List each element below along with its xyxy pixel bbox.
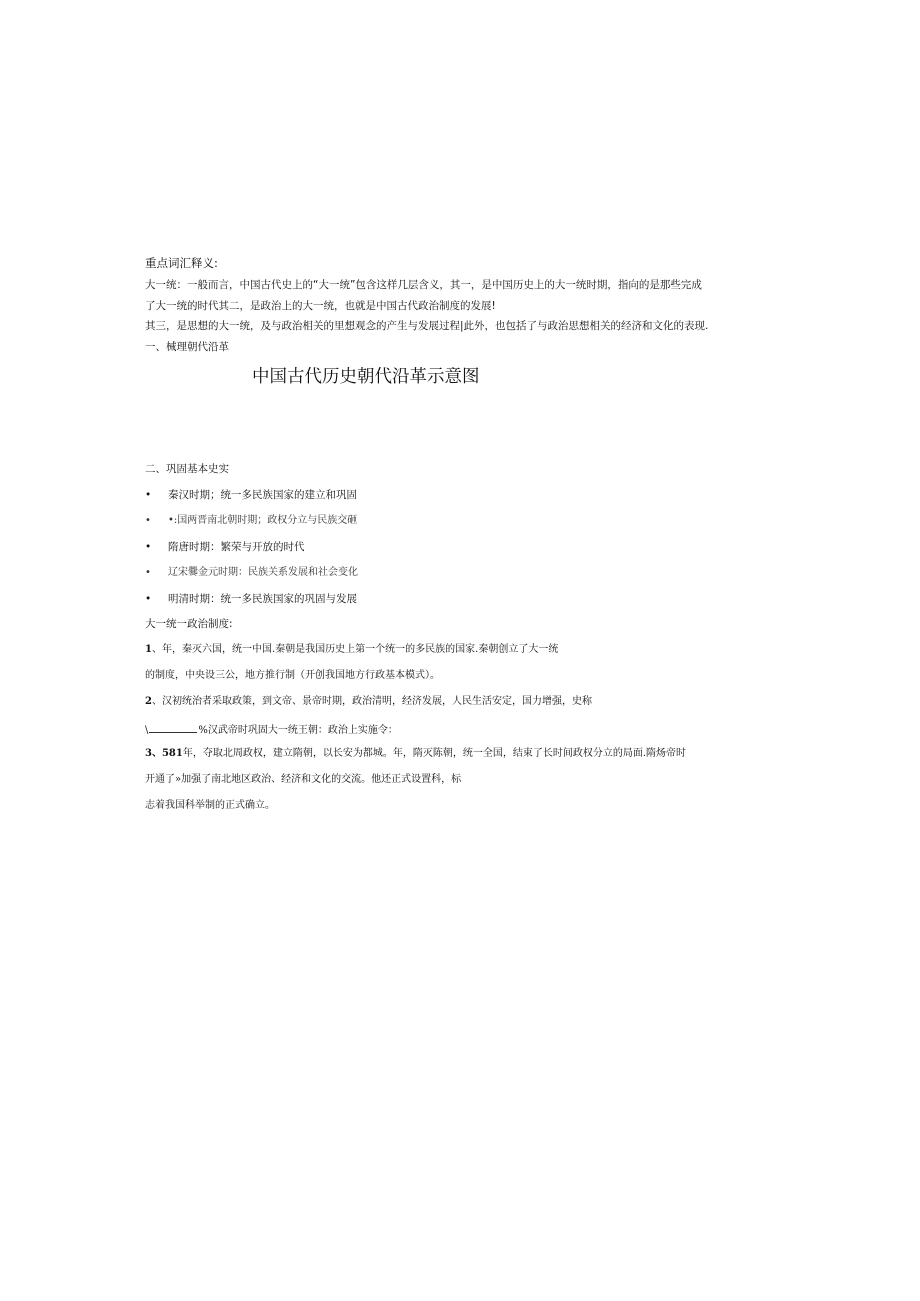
paragraph-number: 1 bbox=[145, 644, 152, 655]
paragraph-text: 、年，秦灭六国，统一中国.秦朝是我国历史上第一个统一的多民族的国家.秦朝创立了大一统 bbox=[151, 644, 559, 655]
paragraph-1-line-1 bbox=[145, 645, 558, 655]
paragraph-number: 2 bbox=[145, 696, 152, 707]
bullet-mark: • bbox=[145, 489, 152, 501]
bullet-mark: • bbox=[145, 567, 151, 578]
paragraph-3-line-1 bbox=[145, 749, 686, 759]
paragraph-text: %汉武帝时巩固大一统王朝：政治上实施令： bbox=[198, 725, 398, 736]
bullet-text: •:国两晋南北朝时期；政权分立与民族交砸 bbox=[168, 515, 358, 526]
vocab-line-1: 大一统：一般而言，中国古代史上的“大一统”包含这样几层含义，其一，是中国历史上的大一统时期，指向的是那些完成 bbox=[145, 279, 702, 291]
diagram-title: 中国古代历史朝代沿革示意图 bbox=[252, 367, 480, 387]
bullet-text: 隋唐时期：繁荣与开放的时代 bbox=[168, 541, 305, 553]
paragraph-3-line-3: 志着我国科举制的正式确立。 bbox=[145, 800, 275, 811]
list-item bbox=[145, 568, 358, 578]
paragraph-1-line-2: 的制度，中央设三公，地方推行制（开创我国地方行政基本模式）。 bbox=[145, 670, 440, 681]
paragraph-text: 年，夺取北周政权，建立隋朝，以长安为都城。年，隋灭陈朝，统一全国，结束了长时间政权分立的局面.隋炀帝时 bbox=[182, 748, 687, 759]
section-2-heading: 二、巩固基本史实 bbox=[145, 463, 229, 475]
vocab-line-2: 了大一统的时代其二，是政治上的大一统，也就是中国古代政治制度的发展! bbox=[145, 300, 496, 312]
list-item bbox=[145, 542, 305, 553]
bullet-mark: • bbox=[145, 593, 152, 605]
bullet-text: 辽宋爨金元时期：民族关系发展和社会变化 bbox=[168, 567, 358, 578]
paragraph-2-line-2 bbox=[145, 723, 398, 736]
list-item bbox=[145, 516, 357, 526]
bullet-text: 秦汉时期；统一多民族国家的建立和巩固 bbox=[168, 489, 357, 501]
bullet-mark: • bbox=[145, 541, 152, 553]
bullet-text: 明清时期：统一多民族国家的巩固与发展 bbox=[168, 593, 357, 605]
bullet-mark: • bbox=[145, 515, 151, 526]
section-1-heading: 一、械理朝代沿革 bbox=[145, 341, 229, 353]
fill-in-blank bbox=[149, 723, 197, 733]
paragraph-2-line-1 bbox=[145, 697, 592, 707]
vocab-line-3: 其三，是思想的大一统，及与政治相关的里想观念的产生与发展过程|此外，也包括了与政治思想相关的经济和文化的表现. bbox=[145, 320, 709, 332]
paragraph-number: 3 bbox=[145, 748, 152, 759]
paragraph-text: 、汉初统治者采取政策，到文帝、景帝时期，政治清明，经济发展，人民生活安定，国力增强，史称 bbox=[151, 696, 592, 707]
paragraph-3-line-2: 开通了»加强了南北地区政治、经济和文化的交流。他还正式设置科，标 bbox=[145, 774, 462, 785]
list-item bbox=[145, 594, 357, 605]
section-3-heading: 大一统一政治制度: bbox=[145, 618, 233, 630]
paragraph-year: 、581 bbox=[151, 748, 183, 759]
vocab-heading: 重点词汇释义: bbox=[145, 256, 218, 270]
list-item bbox=[145, 490, 357, 501]
paragraph-prefix: \ bbox=[145, 725, 149, 736]
